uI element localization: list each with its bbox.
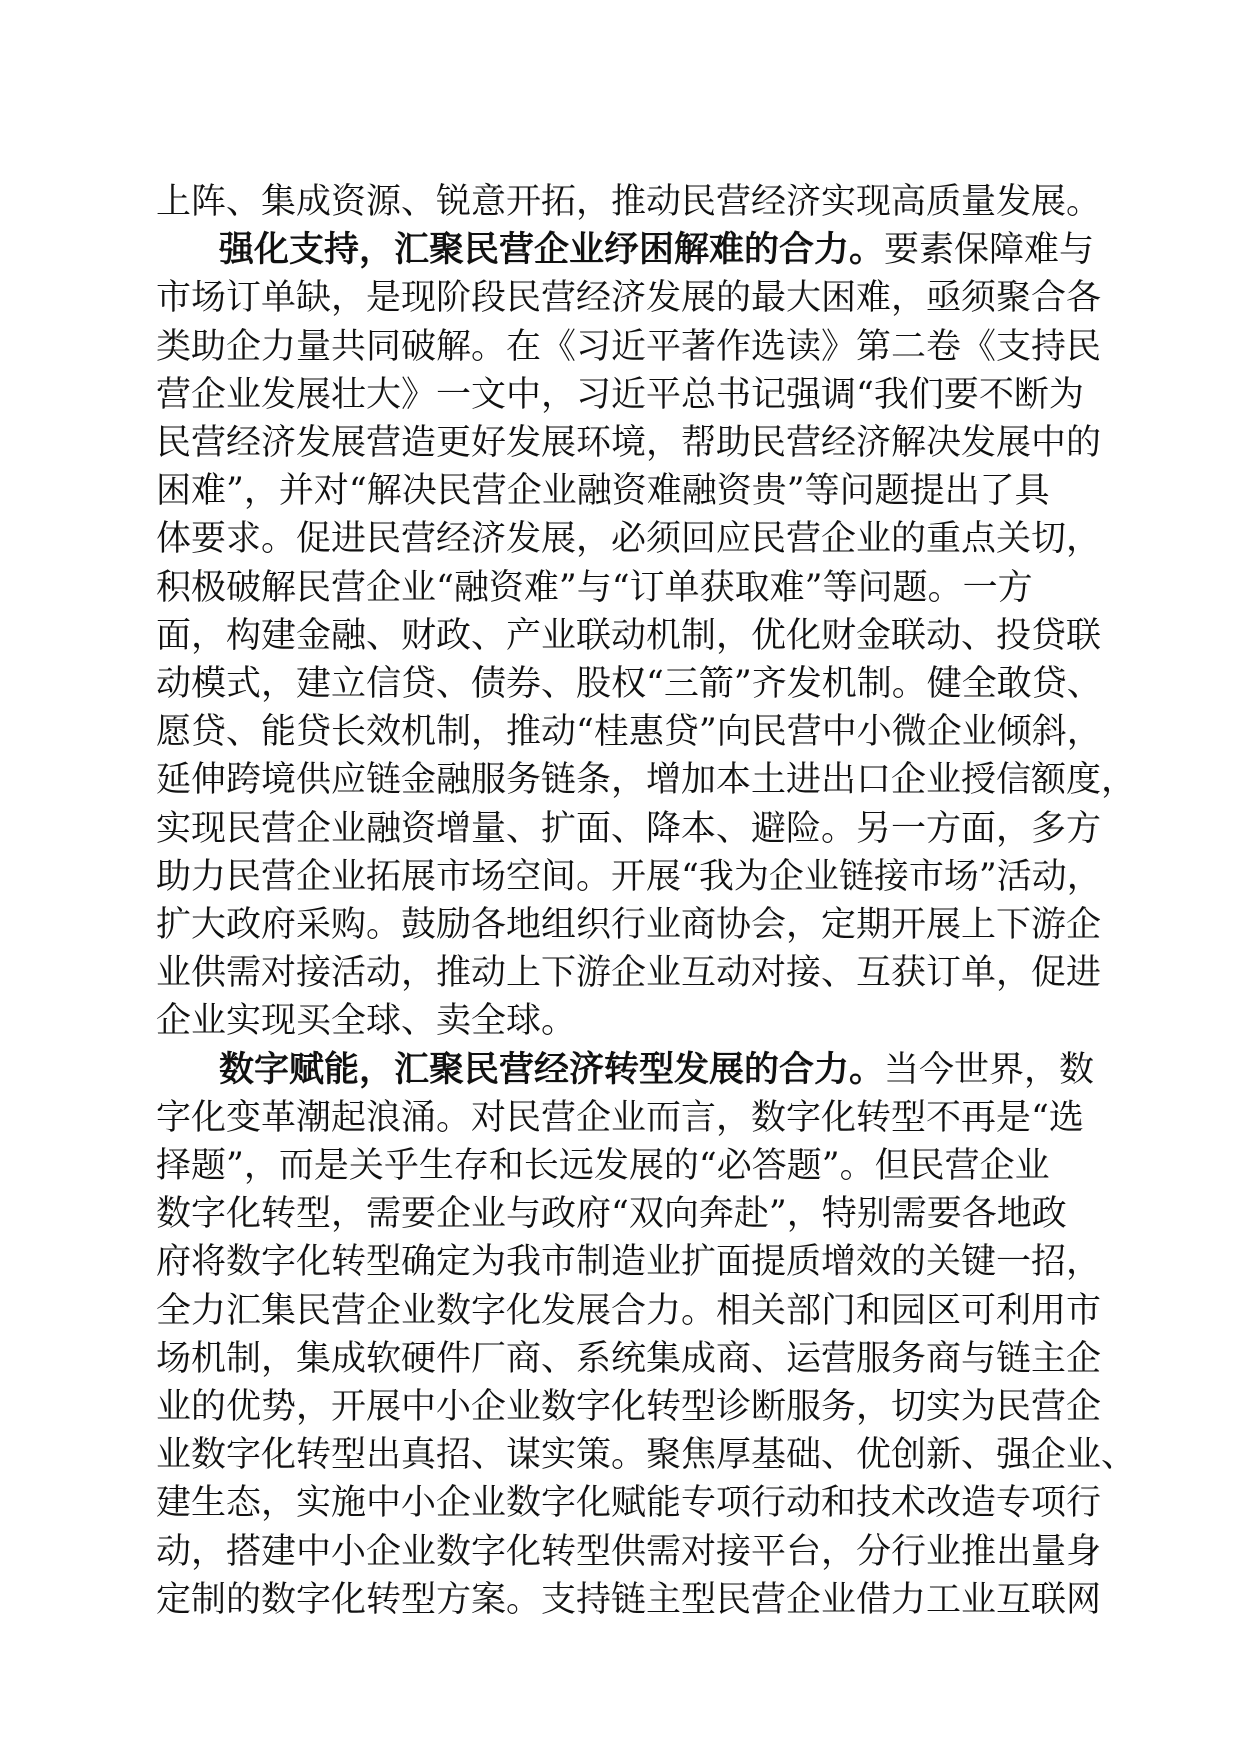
text-line-18: 企业实现买全球、卖全球。 <box>156 1001 577 1041</box>
text-line-22: 数字化转型，需要企业与政府“双向奔赴”，特别需要各地政 <box>156 1194 1067 1234</box>
text-line-16: 扩大政府采购。鼓励各地组织行业商协会，定期开展上下游企 <box>156 905 1102 945</box>
text-line-7: 困难”，并对“解决民营企业融资难融资贵”等问题提出了具 <box>156 471 1050 511</box>
text-line-8: 体要求。促进民营经济发展，必须回应民营企业的重点关切， <box>156 519 1102 559</box>
paragraph-heading: 强化支持，汇聚民营企业纾困解难的合力。 <box>219 230 885 270</box>
paragraph-heading: 数字赋能，汇聚民营经济转型发展的合力。 <box>219 1050 885 1090</box>
text-line-2 <box>219 225 1094 275</box>
text-line-27: 业数字化转型出真招、谋实策。聚焦厚基础、优创新、强企业、 <box>156 1435 1137 1475</box>
text-line-25: 场机制，集成软硬件厂商、系统集成商、运营服务商与链主企 <box>156 1339 1102 1379</box>
text-line-26: 业的优势，开展中小企业数字化转型诊断服务，切实为民营企 <box>156 1387 1102 1427</box>
text-line-1: 上阵、集成资源、锐意开拓，推动民营经济实现高质量发展。 <box>156 182 1102 222</box>
text-line-28: 建生态，实施中小企业数字化赋能专项行动和技术改造专项行 <box>156 1483 1102 1523</box>
text-line-13: 延伸跨境供应链金融服务链条，增加本土进出口企业授信额度， <box>156 760 1137 800</box>
text-line-6: 民营经济发展营造更好发展环境，帮助民营经济解决发展中的 <box>156 423 1102 463</box>
text-line-30: 定制的数字化转型方案。支持链主型民营企业借力工业互联网 <box>156 1580 1102 1620</box>
text-line-15: 助力民营企业拓展市场空间。开展“我为企业链接市场”活动， <box>156 857 1102 897</box>
text-line-3: 市场订单缺，是现阶段民营经济发展的最大困难，亟须聚合各 <box>156 278 1102 318</box>
text-line-20: 字化变革潮起浪涌。对民营企业而言，数字化转型不再是“选 <box>156 1098 1084 1138</box>
text-line-29: 动，搭建中小企业数字化转型供需对接平台，分行业推出量身 <box>156 1532 1102 1572</box>
text-line-24: 全力汇集民营企业数字化发展合力。相关部门和园区可利用市 <box>156 1291 1102 1331</box>
text-line-21: 择题”，而是关乎生存和长远发展的“必答题”。但民营企业 <box>156 1146 1050 1186</box>
text-line-10: 面，构建金融、财政、产业联动机制，优化财金联动、投贷联 <box>156 616 1102 656</box>
text-line-17: 业供需对接活动，推动上下游企业互动对接、互获订单，促进 <box>156 953 1102 993</box>
text-span: 当今世界，数 <box>884 1050 1095 1090</box>
text-line-14: 实现民营企业融资增量、扩面、降本、避险。另一方面，多方 <box>156 809 1102 849</box>
text-line-4: 类助企力量共同破解。在《习近平著作选读》第二卷《支持民 <box>156 327 1102 367</box>
text-line-19 <box>219 1045 1094 1095</box>
text-line-11: 动模式，建立信贷、债券、股权“三箭”齐发机制。健全敢贷、 <box>156 664 1102 704</box>
text-line-23: 府将数字化转型确定为我市制造业扩面提质增效的关键一招， <box>156 1242 1102 1282</box>
text-line-5: 营企业发展壮大》一文中，习近平总书记强调“我们要不断为 <box>156 375 1084 415</box>
text-span: 要素保障难与 <box>884 230 1095 270</box>
text-line-9: 积极破解民营企业“融资难”与“订单获取难”等问题。一方 <box>156 568 1033 608</box>
text-line-12: 愿贷、能贷长效机制，推动“桂惠贷”向民营中小微企业倾斜， <box>156 712 1102 752</box>
